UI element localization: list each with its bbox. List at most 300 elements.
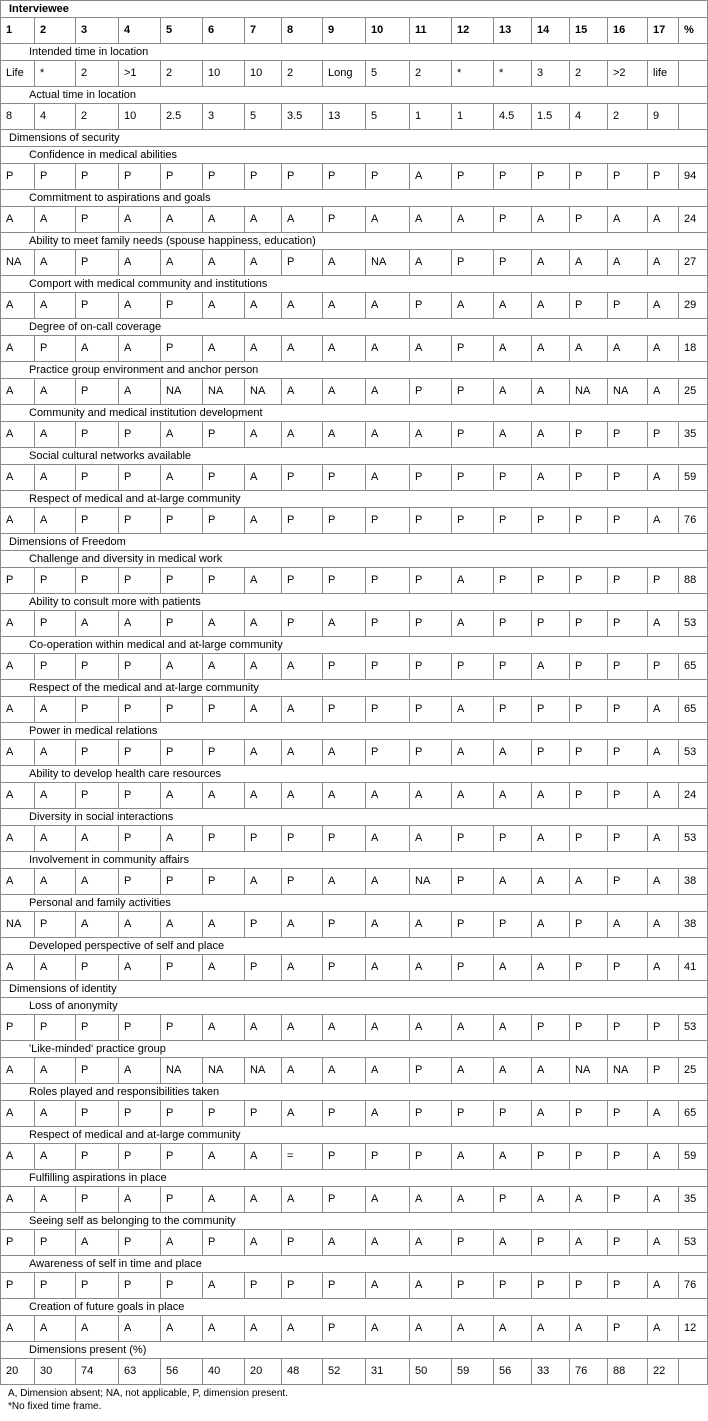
table-cell: A — [244, 421, 281, 447]
table-cell: P — [409, 1100, 451, 1126]
table-cell: 1 — [0, 17, 34, 43]
table-cell: P — [451, 825, 493, 851]
table-cell: NA — [607, 1057, 647, 1083]
table-cell: P — [569, 1143, 607, 1169]
table-cell: A — [244, 739, 281, 765]
table-cell: A — [0, 421, 34, 447]
table-cell: P — [322, 825, 365, 851]
table-cell: 1 — [409, 103, 451, 129]
table-cell: A — [647, 1229, 678, 1255]
table-cell: A — [202, 911, 244, 937]
table-cell: P — [409, 610, 451, 636]
table-cell: A — [244, 1229, 281, 1255]
table-cell: A — [34, 378, 75, 404]
table-cell: P — [409, 653, 451, 679]
table-cell: A — [202, 653, 244, 679]
table-cell: P — [569, 782, 607, 808]
table-row — [0, 249, 708, 275]
table-cell: P — [647, 1057, 678, 1083]
table-cell: P — [451, 954, 493, 980]
table-cell: A — [365, 1186, 409, 1212]
table-cell: P — [607, 610, 647, 636]
table-cell: P — [607, 1100, 647, 1126]
table-cell: P — [160, 739, 202, 765]
table-cell: P — [607, 696, 647, 722]
table-cell: A — [281, 378, 322, 404]
row-label: Intended time in location — [0, 43, 708, 60]
table-cell: P — [118, 1272, 160, 1298]
table-cell: P — [451, 868, 493, 894]
table-cell: 38 — [678, 868, 708, 894]
table-cell: P — [34, 1229, 75, 1255]
table-row — [0, 163, 708, 189]
table-cell: A — [493, 782, 531, 808]
table-cell: A — [0, 954, 34, 980]
table-cell: P — [493, 610, 531, 636]
table-cell: A — [451, 567, 493, 593]
table-cell: A — [281, 206, 322, 232]
table-cell: P — [75, 378, 118, 404]
table-cell: NA — [569, 378, 607, 404]
table-cell: P — [202, 464, 244, 490]
table-cell: 10 — [365, 17, 409, 43]
table-cell: P — [281, 163, 322, 189]
table-row — [0, 825, 708, 851]
table-cell: P — [493, 696, 531, 722]
row-label: 'Like-minded' practice group — [0, 1040, 708, 1057]
table-cell: P — [322, 507, 365, 533]
table-cell: life — [647, 60, 678, 86]
table-cell: P — [569, 567, 607, 593]
table-cell: A — [322, 782, 365, 808]
row-label: Roles played and responsibilities taken — [0, 1083, 708, 1100]
table-cell: P — [569, 653, 607, 679]
table-cell: 1.5 — [531, 103, 569, 129]
table-cell: A — [451, 1186, 493, 1212]
table-cell: 53 — [678, 825, 708, 851]
table-cell: A — [75, 825, 118, 851]
table-cell: A — [409, 911, 451, 937]
table-cell: A — [531, 249, 569, 275]
table-cell: P — [569, 911, 607, 937]
table-cell: A — [493, 1229, 531, 1255]
table-cell: A — [531, 954, 569, 980]
table-cell: A — [647, 1272, 678, 1298]
table-cell: 4 — [34, 103, 75, 129]
table-cell: P — [322, 1315, 365, 1341]
table-cell: A — [531, 1057, 569, 1083]
table-cell: P — [281, 610, 322, 636]
table-cell: A — [281, 1186, 322, 1212]
table-cell: P — [365, 653, 409, 679]
table-cell: P — [160, 567, 202, 593]
table-cell: 10 — [202, 60, 244, 86]
section-heading: Dimensions of Freedom — [0, 533, 708, 550]
table-cell: P — [202, 507, 244, 533]
table-row — [0, 103, 708, 129]
table-cell: P — [160, 610, 202, 636]
table-cell: 52 — [322, 1358, 365, 1384]
table-cell: A — [365, 1229, 409, 1255]
table-cell: A — [34, 464, 75, 490]
table-cell: 6 — [202, 17, 244, 43]
table-cell: A — [202, 954, 244, 980]
table-cell: NA — [365, 249, 409, 275]
table-cell: 56 — [493, 1358, 531, 1384]
table-cell: 30 — [34, 1358, 75, 1384]
table-cell: A — [322, 292, 365, 318]
table-cell: A — [281, 421, 322, 447]
table-cell: P — [322, 1143, 365, 1169]
table-cell: A — [365, 1100, 409, 1126]
table-cell: A — [281, 1014, 322, 1040]
table-cell: A — [75, 868, 118, 894]
table-cell: P — [531, 610, 569, 636]
table-cell: P — [34, 911, 75, 937]
table-cell: A — [322, 378, 365, 404]
table-cell: P — [493, 249, 531, 275]
table-cell: A — [493, 421, 531, 447]
row-label: Social cultural networks available — [0, 447, 708, 464]
table-cell: P — [647, 1014, 678, 1040]
row-label: Awareness of self in time and place — [0, 1255, 708, 1272]
table-cell: A — [647, 378, 678, 404]
table-cell: A — [451, 610, 493, 636]
table-cell: A — [202, 1272, 244, 1298]
table-cell: P — [493, 206, 531, 232]
table-cell: A — [244, 292, 281, 318]
table-cell: A — [118, 206, 160, 232]
table-cell: A — [244, 249, 281, 275]
table-row — [0, 696, 708, 722]
table-cell: 2 — [607, 103, 647, 129]
table-cell: P — [34, 653, 75, 679]
table-cell: A — [244, 335, 281, 361]
table-cell: P — [607, 1272, 647, 1298]
table-cell: 5 — [160, 17, 202, 43]
table-cell: P — [493, 1100, 531, 1126]
table-cell: A — [202, 610, 244, 636]
table-cell: A — [118, 378, 160, 404]
table-cell: A — [34, 507, 75, 533]
table-cell: 50 — [409, 1358, 451, 1384]
table-cell: P — [531, 739, 569, 765]
table-row — [0, 911, 708, 937]
table-cell — [678, 103, 708, 129]
table-row — [0, 335, 708, 361]
section-heading: Dimensions of identity — [0, 980, 708, 997]
table-row — [0, 868, 708, 894]
table-cell: * — [451, 60, 493, 86]
table-cell: P — [607, 292, 647, 318]
table-cell: P — [531, 1143, 569, 1169]
table-row — [0, 60, 708, 86]
table-cell: A — [647, 696, 678, 722]
table-cell: A — [281, 739, 322, 765]
table-cell: A — [409, 421, 451, 447]
row-label: Respect of medical and at-large community — [0, 490, 708, 507]
table-cell: A — [365, 868, 409, 894]
table-cell: P — [569, 421, 607, 447]
table-cell: A — [451, 739, 493, 765]
table-cell: P — [75, 1100, 118, 1126]
table-cell: A — [281, 1100, 322, 1126]
table-cell: P — [365, 163, 409, 189]
table-cell: A — [244, 696, 281, 722]
table-cell: P — [451, 653, 493, 679]
table-cell: P — [322, 163, 365, 189]
table-cell: A — [493, 1315, 531, 1341]
table-cell: A — [493, 954, 531, 980]
table-cell: P — [202, 696, 244, 722]
table-cell: NA — [409, 868, 451, 894]
row-label: Diversity in social interactions — [0, 808, 708, 825]
table-cell: P — [451, 421, 493, 447]
table-cell: A — [365, 825, 409, 851]
row-label: Community and medical institution development — [0, 404, 708, 421]
table-cell: 94 — [678, 163, 708, 189]
table-cell: A — [451, 292, 493, 318]
table-cell: A — [118, 610, 160, 636]
table-cell: 59 — [678, 1143, 708, 1169]
table-cell: A — [647, 782, 678, 808]
table-cell: A — [607, 206, 647, 232]
table-cell: P — [75, 249, 118, 275]
table-cell: P — [75, 1143, 118, 1169]
table-cell: 2 — [409, 60, 451, 86]
table-cell: A — [281, 1057, 322, 1083]
table-cell: A — [160, 249, 202, 275]
table-cell: NA — [160, 1057, 202, 1083]
table-cell: P — [34, 163, 75, 189]
row-label: Ability to develop health care resources — [0, 765, 708, 782]
table-cell: A — [202, 1014, 244, 1040]
table-cell: 7 — [244, 17, 281, 43]
table-cell: A — [607, 249, 647, 275]
table-cell: A — [34, 782, 75, 808]
table-row — [0, 1358, 708, 1384]
table-cell: P — [493, 464, 531, 490]
table-cell: 12 — [451, 17, 493, 43]
table-cell: A — [451, 1315, 493, 1341]
row-label: Involvement in community affairs — [0, 851, 708, 868]
table-cell: P — [202, 1229, 244, 1255]
table-cell: P — [118, 1143, 160, 1169]
table-cell: P — [160, 1186, 202, 1212]
table-cell: P — [493, 911, 531, 937]
table-cell: NA — [607, 378, 647, 404]
table-cell: 20 — [244, 1358, 281, 1384]
table-cell: A — [531, 868, 569, 894]
table-cell: P — [607, 421, 647, 447]
table-cell: 20 — [0, 1358, 34, 1384]
table-cell: 5 — [365, 103, 409, 129]
table-cell: A — [118, 335, 160, 361]
table-cell: P — [451, 1272, 493, 1298]
table-cell: A — [0, 782, 34, 808]
table-cell: A — [409, 206, 451, 232]
table-cell: A — [34, 1057, 75, 1083]
table-cell: A — [569, 868, 607, 894]
table-cell: P — [493, 653, 531, 679]
table-cell: A — [244, 868, 281, 894]
table-cell: A — [0, 868, 34, 894]
table-cell: A — [244, 464, 281, 490]
table-cell: 31 — [365, 1358, 409, 1384]
table-cell: A — [365, 782, 409, 808]
table-cell: 4.5 — [493, 103, 531, 129]
table-cell: P — [202, 1100, 244, 1126]
table-cell: P — [365, 739, 409, 765]
table-cell: P — [160, 335, 202, 361]
footnote-time-frame: *No fixed time frame. — [8, 1401, 102, 1412]
table-cell: 8 — [0, 103, 34, 129]
table-cell: A — [365, 421, 409, 447]
table-row — [0, 739, 708, 765]
table-cell: P — [322, 567, 365, 593]
table-cell: 12 — [678, 1315, 708, 1341]
table-bottom-border — [0, 1384, 708, 1385]
row-label: Actual time in location — [0, 86, 708, 103]
table-cell: A — [647, 868, 678, 894]
table-cell: P — [75, 1272, 118, 1298]
table-cell: 33 — [531, 1358, 569, 1384]
table-cell: A — [647, 464, 678, 490]
table-cell: P — [607, 1143, 647, 1169]
table-cell: A — [0, 378, 34, 404]
table-cell: A — [244, 507, 281, 533]
table-cell: P — [202, 163, 244, 189]
table-cell: P — [493, 1272, 531, 1298]
table-cell: P — [75, 464, 118, 490]
table-cell: P — [531, 696, 569, 722]
table-cell: 3 — [531, 60, 569, 86]
table-cell: P — [160, 1014, 202, 1040]
table-cell: A — [0, 507, 34, 533]
table-cell: P — [118, 825, 160, 851]
table-cell: A — [365, 464, 409, 490]
table-cell: P — [118, 1014, 160, 1040]
row-label: Personal and family activities — [0, 894, 708, 911]
row-label: Respect of medical and at-large community — [0, 1126, 708, 1143]
table-cell: P — [34, 335, 75, 361]
table-cell: 2 — [281, 60, 322, 86]
table-cell: 88 — [607, 1358, 647, 1384]
table-cell: A — [202, 1315, 244, 1341]
table-cell: P — [569, 292, 607, 318]
table-cell: P — [493, 825, 531, 851]
table-cell: A — [451, 782, 493, 808]
table-cell: A — [365, 1014, 409, 1040]
table-cell: A — [75, 610, 118, 636]
table-cell: P — [75, 1014, 118, 1040]
row-label: Loss of anonymity — [0, 997, 708, 1014]
table-cell: 76 — [678, 507, 708, 533]
table-cell: P — [34, 1272, 75, 1298]
table-cell: 2 — [75, 60, 118, 86]
table-cell: A — [409, 954, 451, 980]
table-cell: A — [322, 1014, 365, 1040]
table-cell: A — [0, 825, 34, 851]
table-cell: A — [647, 1143, 678, 1169]
table-cell: P — [118, 868, 160, 894]
table-cell: P — [451, 249, 493, 275]
table-cell: 5 — [244, 103, 281, 129]
table-cell: 63 — [118, 1358, 160, 1384]
table-cell: P — [607, 782, 647, 808]
table-cell: P — [409, 507, 451, 533]
table-cell: 15 — [569, 17, 607, 43]
table-cell: A — [409, 335, 451, 361]
table-cell: P — [569, 507, 607, 533]
table-cell: A — [75, 335, 118, 361]
table-cell: A — [244, 206, 281, 232]
row-label: Ability to consult more with patients — [0, 593, 708, 610]
table-cell: 24 — [678, 206, 708, 232]
table-cell: A — [647, 292, 678, 318]
table-cell: A — [365, 292, 409, 318]
table-cell: A — [244, 1014, 281, 1040]
table-cell: 13 — [493, 17, 531, 43]
table-cell: P — [607, 163, 647, 189]
table-cell: 88 — [678, 567, 708, 593]
table-cell: P — [75, 696, 118, 722]
table-cell: P — [409, 739, 451, 765]
table-cell: A — [244, 653, 281, 679]
table-row — [0, 954, 708, 980]
table-cell: 14 — [531, 17, 569, 43]
table-cell: P — [75, 1057, 118, 1083]
table-cell: A — [34, 206, 75, 232]
table-cell: P — [118, 696, 160, 722]
table-cell: P — [118, 1229, 160, 1255]
table-row — [0, 1186, 708, 1212]
table-cell: P — [0, 163, 34, 189]
table-cell: 65 — [678, 653, 708, 679]
table-cell: P — [118, 507, 160, 533]
table-cell: P — [531, 567, 569, 593]
table-cell: A — [647, 206, 678, 232]
table-cell: A — [0, 610, 34, 636]
table-cell: P — [160, 292, 202, 318]
table-cell: A — [647, 1315, 678, 1341]
table-cell: A — [160, 1229, 202, 1255]
table-cell: A — [160, 464, 202, 490]
table-cell: A — [160, 825, 202, 851]
table-cell: P — [451, 1100, 493, 1126]
table-cell: A — [569, 1186, 607, 1212]
table-cell: A — [493, 868, 531, 894]
table-cell: P — [365, 507, 409, 533]
table-cell: 53 — [678, 1014, 708, 1040]
table-row — [0, 653, 708, 679]
table-cell: P — [493, 507, 531, 533]
table-cell: P — [607, 507, 647, 533]
table-cell: A — [531, 335, 569, 361]
table-cell: A — [281, 696, 322, 722]
table-cell: P — [160, 696, 202, 722]
section-heading: Dimensions of security — [0, 129, 708, 146]
table-cell: A — [493, 1057, 531, 1083]
table-cell: A — [160, 206, 202, 232]
table-cell: P — [451, 507, 493, 533]
table-cell: 22 — [647, 1358, 678, 1384]
table-cell: A — [451, 206, 493, 232]
table-cell: P — [451, 335, 493, 361]
table-cell: 53 — [678, 1229, 708, 1255]
row-label: Power in medical relations — [0, 722, 708, 739]
table-cell: 3 — [75, 17, 118, 43]
